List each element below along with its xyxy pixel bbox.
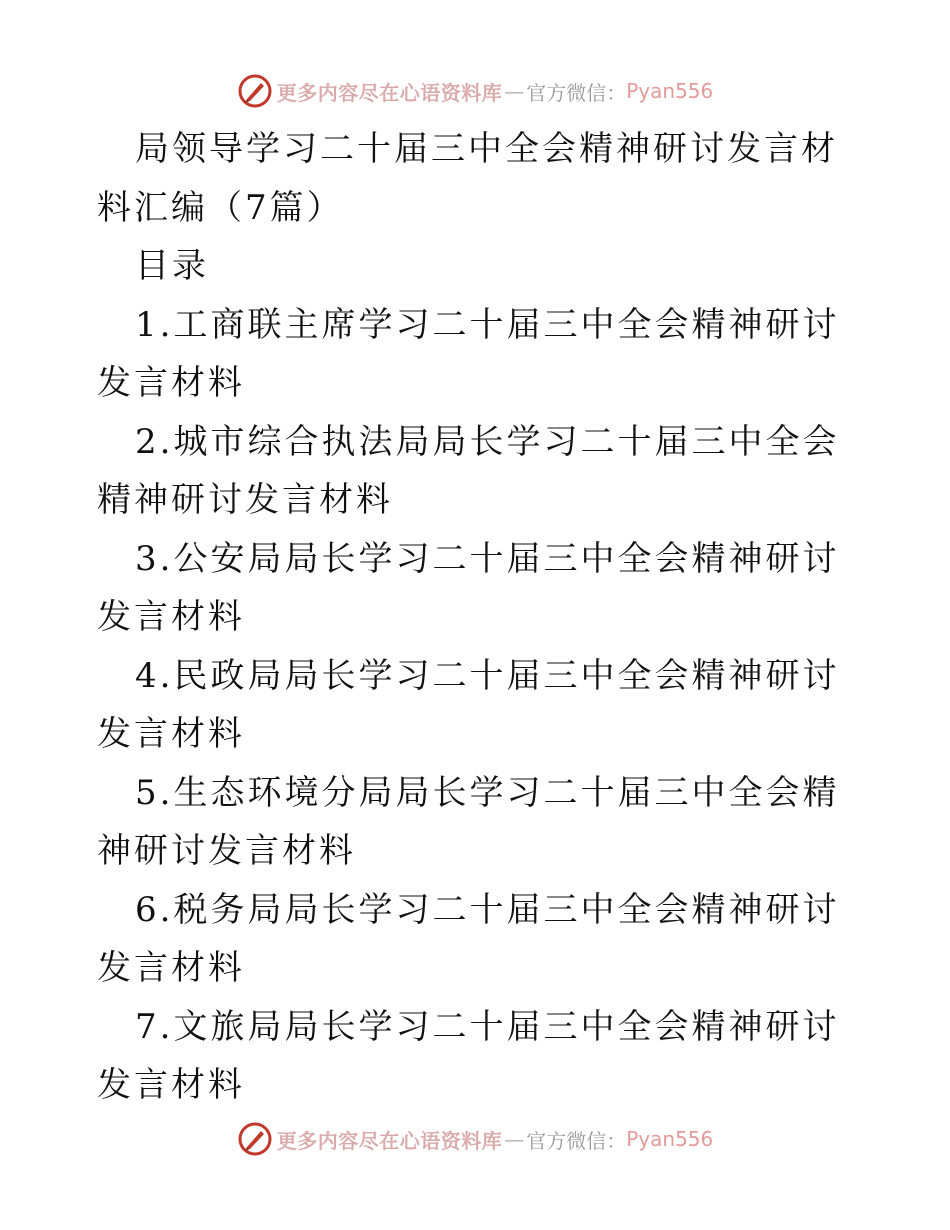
banner-separator: — [504,1127,525,1151]
header-banner [0,71,950,111]
banner-wechat-label: 官方微信： [526,1128,627,1153]
pen-logo-icon [237,73,273,109]
banner-text: 更多内容尽在心语资料库 [276,1128,503,1153]
toc-item: 3.公安局局长学习二十届三中全会精神研讨发言材料 [97,538,840,637]
banner-text: 更多内容尽在心语资料库 [276,80,503,105]
toc-item: 6.税务局局长学习二十届三中全会精神研讨发言材料 [97,889,840,988]
toc-item: 1.工商联主席学习二十届三中全会精神研讨发言材料 [97,304,840,403]
toc-heading: 目录 [135,246,209,286]
document-title: 局领导学习二十届三中全会精神研讨发言材料汇编（7篇） [97,129,838,228]
banner-wechat-label: 官方微信： [526,80,627,105]
document-body [97,120,857,1115]
toc-item: 4.民政局局长学习二十届三中全会精神研讨发言材料 [97,655,840,754]
toc-item: 5.生态环境分局局长学习二十届三中全会精神研讨发言材料 [97,772,840,871]
banner-separator: — [504,79,525,103]
toc-item: 7.文旅局局长学习二十届三中全会精神研讨发言材料 [97,1006,840,1105]
banner-wechat-id: Pyan556 [626,79,714,103]
pen-logo-icon [237,1121,273,1157]
banner-wechat-id: Pyan556 [626,1127,714,1151]
footer-banner [0,1119,950,1159]
toc-item: 2.城市综合执法局局长学习二十届三中全会精神研讨发言材料 [97,421,840,520]
